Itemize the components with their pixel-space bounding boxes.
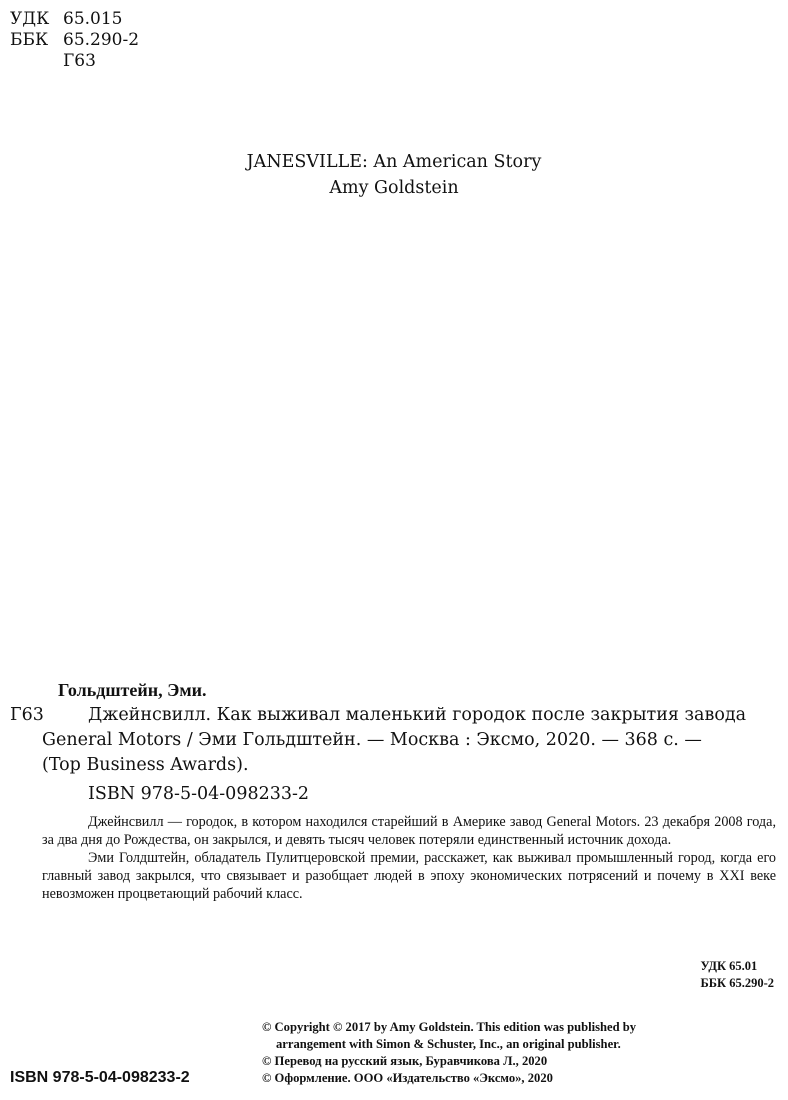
record-code: Г63 [10,705,44,725]
annotation-paragraph-2: Эми Голдштейн, обладатель Пулитцеровской премии, расскажет, как выживал промышленный город, когда его главный завод закрылся, что связывает и разобщает людей в эпоху экономических потрясений и почему в XXI веке невозможен процветающий рабочий класс. [42,850,776,902]
annotation-paragraph-1: Джейнсвилл — городок, в котором находился старейший в Америке завод General Motors. 23 декабря 2008 года, за два дня до Рождества, он закрылся, и девять тысяч человек потеряли единственный источник дохода. [42,814,776,848]
author-mark-row [10,51,139,72]
udk-bottom: УДК 65.01 [700,959,758,973]
codes-bottom [700,958,774,992]
classification-block [10,9,139,72]
record-isbn: ISBN 978-5-04-098233-2 [88,784,310,804]
original-title-block [0,149,788,201]
bbk-label: ББК [10,30,49,50]
original-author: Amy Goldstein [329,178,459,198]
description-line-2: General Motors / Эми Гольдштейн. — Москва : Эксмо, 2020. — 368 с. — [42,730,702,750]
udk-label: УДК [10,9,50,29]
udk-row [10,9,139,30]
isbn-footer: ISBN 978-5-04-098233-2 [10,1069,190,1086]
udk-value: 65.015 [63,9,123,29]
author-mark: Г63 [63,51,96,71]
copyright-block [262,1019,778,1087]
author-heading: Гольдштейн, Эми. [58,680,207,700]
bbk-bottom: ББК 65.290-2 [700,976,774,990]
copyright-line-1-cont: arrangement with Simon & Schuster, Inc., an original publisher. [276,1037,621,1051]
bbk-value: 65.290-2 [63,30,140,50]
copyright-translation: © Перевод на русский язык, Буравчикова Л., 2020 [262,1054,548,1068]
description-line-3: (Top Business Awards). [42,755,249,775]
copyright-design: © Оформление. ООО «Издательство «Эксмо», 2020 [262,1071,553,1085]
original-title: JANESVILLE: An American Story [246,152,542,172]
bbk-row [10,30,139,51]
annotation [42,813,776,903]
description-line-1: Джейнсвилл. Как выживал маленький городок после закрытия завода [88,705,747,725]
copyright-line-1: © Copyright © 2017 by Amy Goldstein. This edition was published by [262,1020,637,1034]
